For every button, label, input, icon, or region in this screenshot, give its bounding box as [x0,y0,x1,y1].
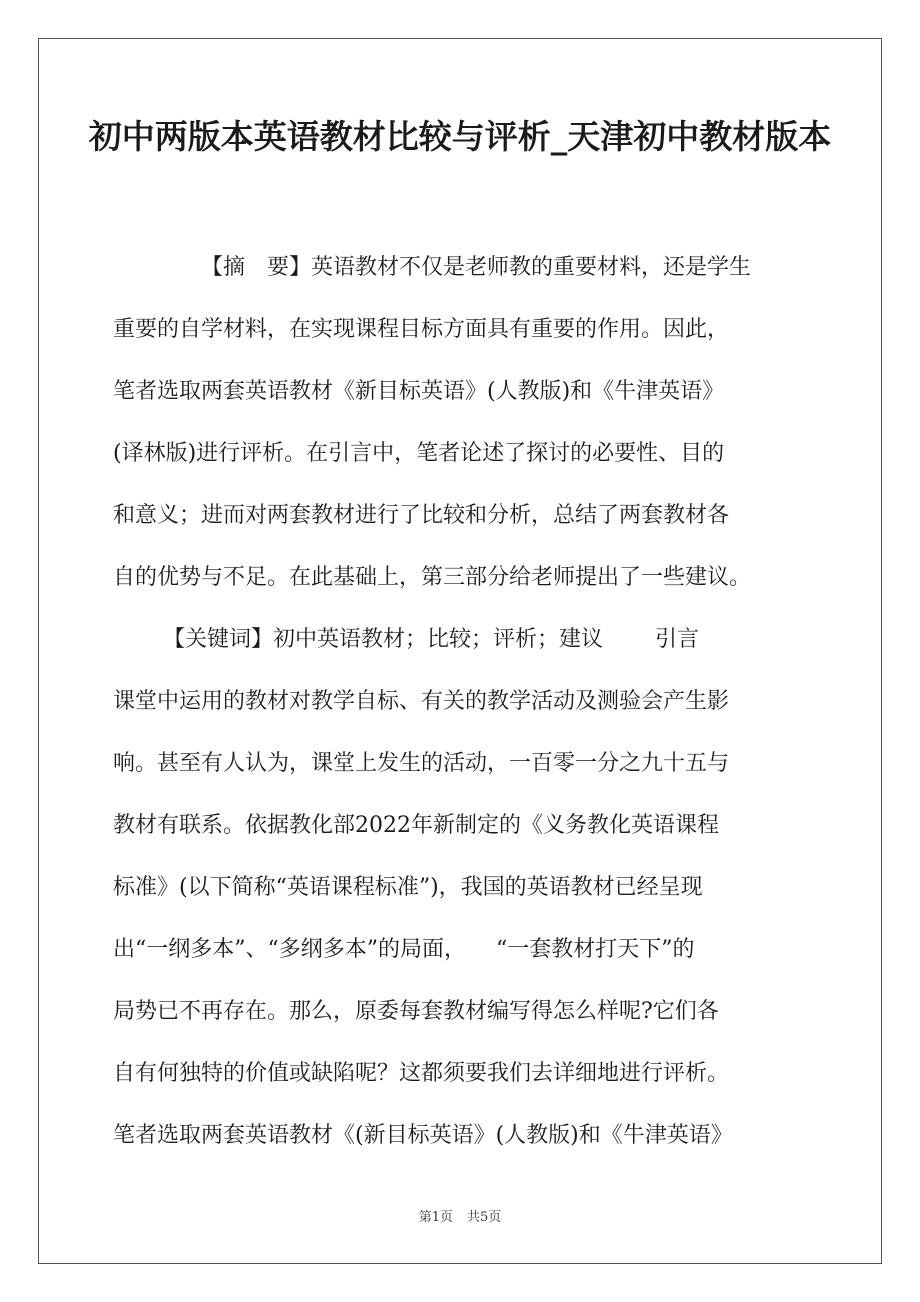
intro-heading: 引言 [655,627,700,652]
abstract-line-4: (译林版)进行评析。在引言中，笔者论述了探讨的必要性、目的 [113,441,725,466]
keywords-label: 【关键词】 [163,627,274,652]
intro-line-3: 教材有联系。依据教化部2022年新制定的《义务教化英语课程 [113,813,719,838]
abstract-line-6: 自的优势与不足。在此基础上，第三部分给老师提出了一些建议。 [113,565,752,590]
intro-line-2: 响。甚至有人认为，课堂上发生的活动，一百零一分之九十五与 [113,751,730,776]
abstract-line-2: 重要的自学材料，在实现课程目标方面具有重要的作用。因此， [113,317,730,342]
intro-line-1: 课堂中运用的教材对教学自标、有关的教学活动及测验会产生影 [113,689,730,714]
document-body [113,237,813,1167]
abstract-text: 英语教材不仅是老师教的重要材料，还是学生 [311,255,752,280]
keywords-text: 初中英语教材；比较；评析；建议 [273,627,604,652]
intro-line-5-part-1: 出“一纲多本”、“多纲多本”的局面， [113,937,466,962]
page-footer [0,1206,920,1225]
intro-line-8: 笔者选取两套英语教材《(新目标英语》(人教版)和《牛津英语》 [113,1123,733,1148]
abstract-line-5: 和意义；进而对两套教材进行了比较和分析，总结了两套教材各 [113,503,730,528]
page-total: 共5页 [467,1210,502,1225]
page-number: 第1页 [418,1210,453,1225]
intro-line-4: 标准》(以下简称“英语课程标准”)，我国的英语教材已经呈现 [113,875,703,900]
abstract-line-3: 笔者选取两套英语教材《新目标英语》(人教版)和《牛津英语》 [113,379,725,404]
keywords-line [113,609,813,671]
intro-line-5-part-2: “一套教材打天下”的 [496,937,695,962]
intro-line-7: 自有何独特的价值或缺陷呢？这都须要我们去详细地进行评析。 [113,1061,730,1086]
intro-line-6: 局势已不再存在。那么，原委每套教材编写得怎么样呢?它们各 [113,999,719,1024]
abstract-line-1 [113,237,813,299]
abstract-label: 【摘 要】 [201,255,312,280]
document-title: 初中两版本英语教材比较与评析_天津初中教材版本 [88,117,832,156]
intro-line-5 [113,919,813,981]
